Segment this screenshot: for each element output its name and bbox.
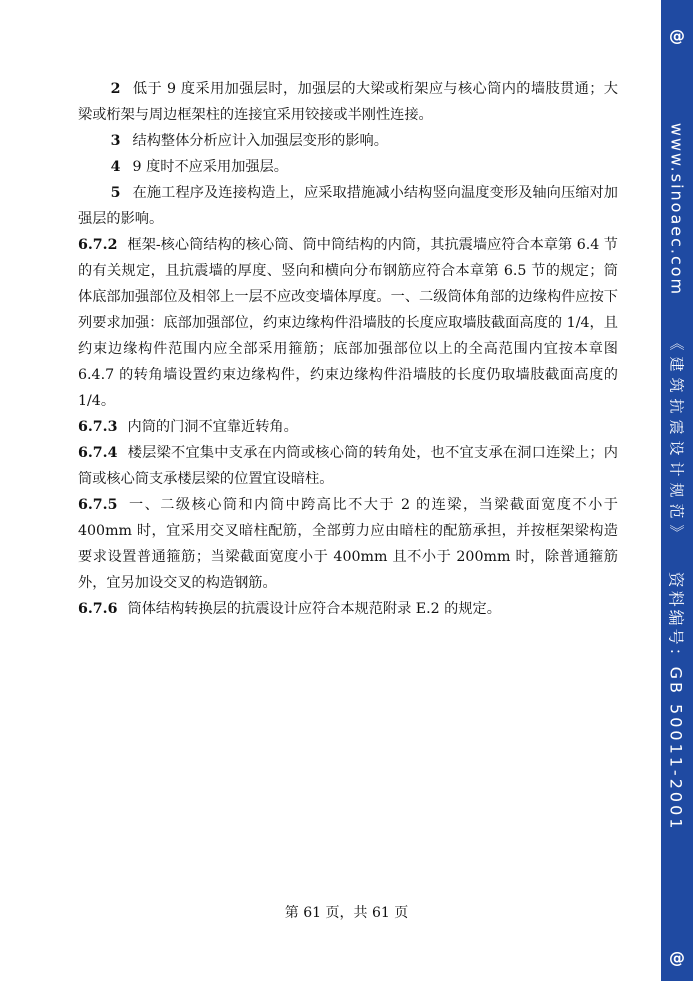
section-paragraph xyxy=(78,232,618,414)
clause-number: 2 xyxy=(110,81,121,97)
clause-number: 3 xyxy=(110,133,121,149)
document-body xyxy=(78,76,618,622)
at-icon: @ xyxy=(669,26,685,45)
clause-paragraph xyxy=(78,154,618,180)
section-text: 一、二级核心筒和内筒中跨高比不大于 2 的连梁，当梁截面宽度不小于 400mm 时，宜采用交叉暗柱配筋，全部剪力应由暗柱的配筋承担，并按框架梁构造要求设置普通箍筋；当梁截面宽度小于 400mm 且不小于 200mm 时，除普通箍筋外，宜另加设交叉的构造钢筋。 xyxy=(78,497,618,591)
at-icon: @ xyxy=(669,948,685,967)
section-text: 筒体结构转换层的抗震设计应符合本规范附录 E.2 的规定。 xyxy=(127,601,501,617)
clause-paragraph xyxy=(78,128,618,154)
section-text: 楼层梁不宜集中支承在内筒或核心筒的转角处，也不宜支承在洞口连梁上；内筒或核心筒支承楼层梁的位置宜设暗柱。 xyxy=(78,445,618,487)
section-paragraph xyxy=(78,440,618,492)
clause-text: 低于 9 度采用加强层时，加强层的大梁或桁架应与核心筒内的墙肢贯通；大梁或桁架与周边框架柱的连接宜采用铰接或半刚性连接。 xyxy=(78,81,618,123)
banner-title: 《建筑抗震设计规范》 xyxy=(667,335,686,546)
banner-url[interactable]: www.sinoaec.com xyxy=(667,122,687,297)
section-number: 6.7.2 xyxy=(78,237,118,253)
section-number: 6.7.5 xyxy=(78,497,118,513)
clause-text: 9 度时不应采用加强层。 xyxy=(132,159,288,175)
section-number: 6.7.6 xyxy=(78,601,118,617)
section-paragraph xyxy=(78,414,618,440)
clause-number: 4 xyxy=(110,159,121,175)
section-number: 6.7.3 xyxy=(78,419,118,435)
clause-paragraph xyxy=(78,180,618,232)
section-number: 6.7.4 xyxy=(78,445,118,461)
section-text: 内筒的门洞不宜靠近转角。 xyxy=(127,419,298,435)
section-text: 框架-核心筒结构的核心筒、筒中筒结构的内筒，其抗震墙应符合本章第 6.4 节的有关规定，且抗震墙的厚度、竖向和横向分布钢筋应符合本章第 6.5 节的规定；筒体底部加强部位及相邻上一层不应改变墙体厚度。一、二级筒体角部的边缘构件应按下列要求加强：底部加强部位，约束边缘构件沿墙肢的长度应取墙肢截面高度的 1/4，且约束边缘构件范围内应全部采用箍筋；底部加强部位以上的全高范围内宜按本章图 6.4.7 的转角墙设置约束边缘构件，约束边缘构件沿墙肢的长度仍取墙肢截面高度的 1/4。 xyxy=(78,237,618,409)
clause-text: 在施工程序及连接构造上，应采取措施减小结构竖向温度变形及轴向压缩对加强层的影响。 xyxy=(78,185,618,227)
section-paragraph xyxy=(78,492,618,596)
page-footer: 第 61 页，共 61 页 xyxy=(284,905,409,921)
side-banner xyxy=(661,0,693,981)
clause-text: 结构整体分析应计入加强层变形的影响。 xyxy=(132,133,388,149)
section-paragraph xyxy=(78,596,618,622)
clause-paragraph xyxy=(78,76,618,128)
clause-number: 5 xyxy=(110,185,121,201)
banner-code: 资料编号：GB 50011-2001 xyxy=(666,571,686,832)
